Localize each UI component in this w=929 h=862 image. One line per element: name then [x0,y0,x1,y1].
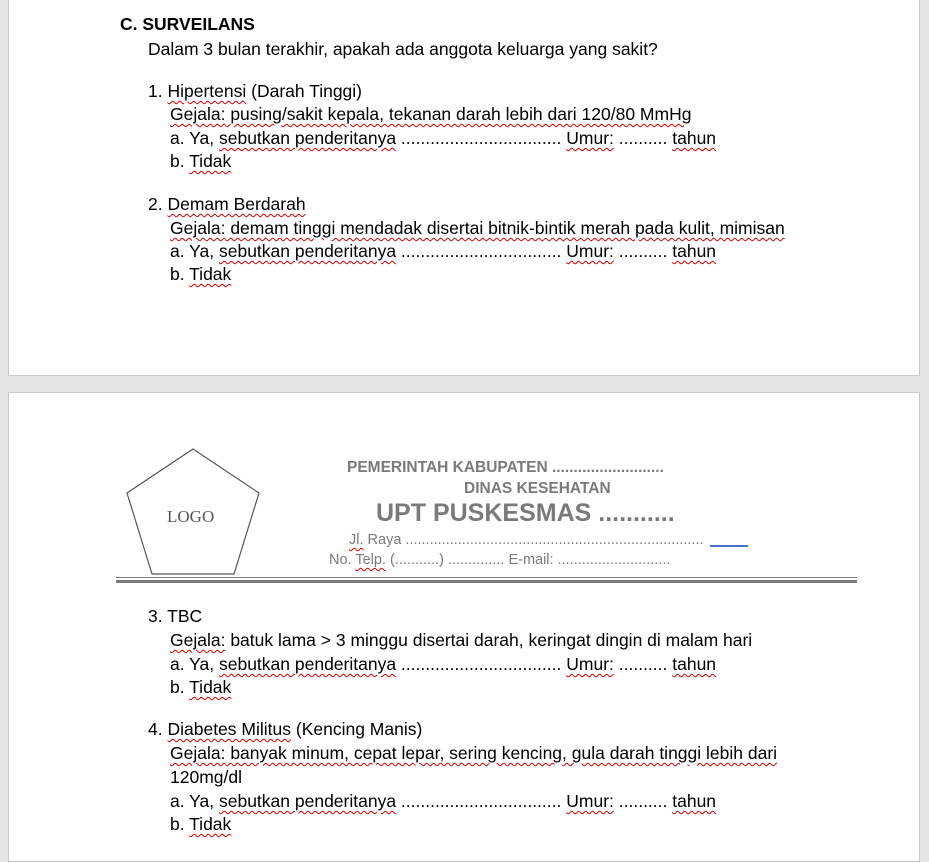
item-3-option-ya: a. Ya, sebutkan penderitanya ................................. Umur: .......... tahun [170,654,717,674]
item-4-title: 4. Diabetes Militus (Kencing Manis) [148,719,423,739]
section-question: Dalam 3 bulan terakhir, apakah ada anggota keluarga yang sakit? [148,39,658,59]
letterhead-line1: PEMERINTAH KABUPATEN .......................... [347,459,664,476]
section-title: C. SURVEILANS [120,14,255,34]
letterhead-line3: UPT PUSKESMAS ........... [376,499,675,527]
document-page-1 [8,0,920,376]
item-2-option-tidak: b. Tidak [170,264,232,284]
item-3-title: 3. TBC [148,606,203,626]
logo-label: LOGO [167,507,215,526]
item-1-option-ya: a. Ya, sebutkan penderitanya ................................. Umur: .......... tahun [170,128,717,148]
item-2-option-ya: a. Ya, sebutkan penderitanya ................................. Umur: .......... tahun [170,241,717,261]
address-link-underline [710,545,748,547]
item-2-title: 2. Demam Berdarah [148,194,306,214]
item-4-option-tidak: b. Tidak [170,814,232,834]
item-4-gejala-line2: 120mg/dl [170,767,242,787]
item-1-option-tidak: b. Tidak [170,151,232,171]
item-1-gejala: Gejala: pusing/sakit kepala, tekanan darah lebih dari 120/80 MmHg [170,104,692,124]
item-3-gejala: Gejala: batuk lama > 3 minggu disertai darah, keringat dingin di malam hari [170,630,753,650]
letterhead-rule-thin [116,577,857,578]
item-4-gejala: Gejala: banyak minum, cepat lepar, sering kencing, gula darah tinggi lebih dari [170,743,778,763]
letterhead-line2: DINAS KESEHATAN [464,480,611,497]
item-1-title: 1. Hipertensi (Darah Tinggi) [148,81,363,101]
document-page-2 [8,392,920,862]
item-2-gejala: Gejala: demam tinggi mendadak disertai bitnik-bintik merah pada kulit, mimisan [170,218,785,238]
letterhead-address: Jl. Raya .......................................................................... [349,532,704,548]
letterhead-rule-thick [116,580,857,583]
item-4-option-ya: a. Ya, sebutkan penderitanya ................................. Umur: .......... tahun [170,791,717,811]
item-3-option-tidak: b. Tidak [170,677,232,697]
letterhead-contact: No. Telp. (...........) .............. E-mail: ............................ [329,552,671,568]
